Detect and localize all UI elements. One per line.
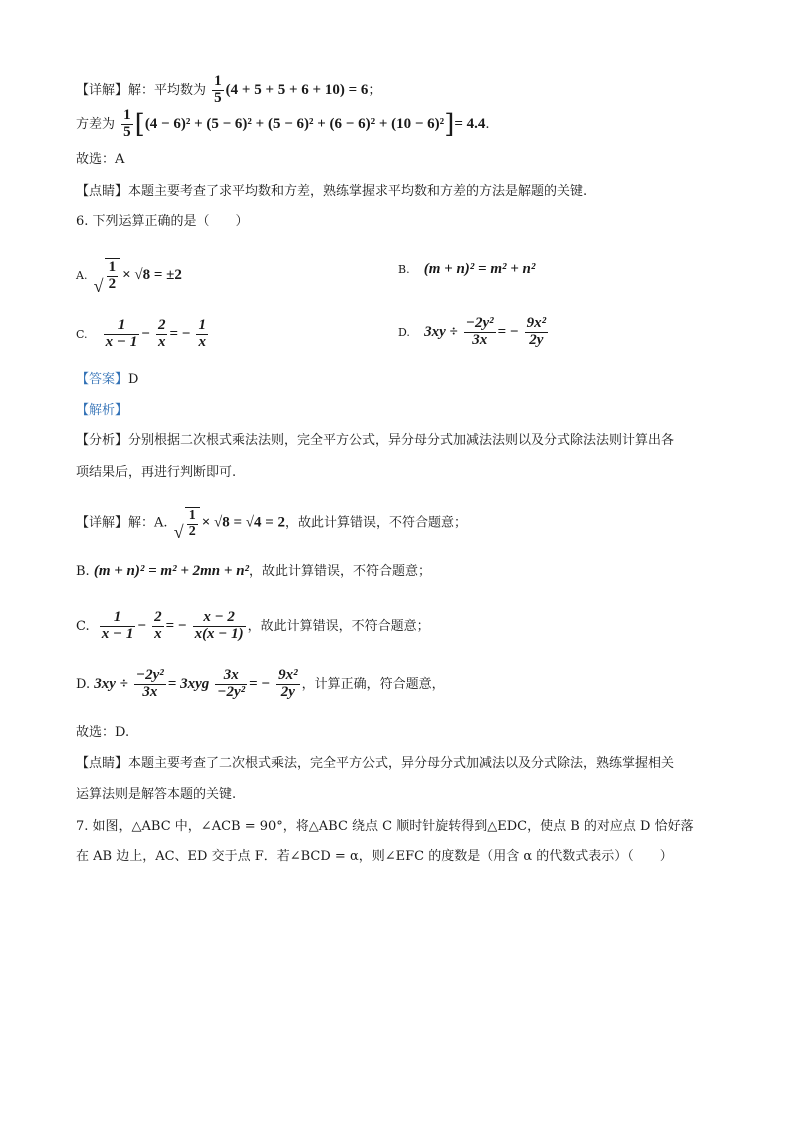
- option-a: A. √ $\frac{1}{2}$ × √8 = ±2: [76, 258, 182, 293]
- choice-line-2: 故选：D.: [76, 725, 130, 740]
- remark-line-2: 【点睛】本题主要考查了二次根式乘法，完全平方公式，异分母分式加减法以及分式除法，熟练掌握相关: [76, 756, 675, 771]
- fraction: $\frac{1}{5}$: [214, 73, 222, 106]
- answer-line: 【答案】D: [76, 372, 139, 387]
- option-b: B. (m + n)² = m² + n²: [398, 261, 536, 277]
- tag-detail: 【详解】: [76, 82, 129, 98]
- analysis-line-1: 【分析】分别根据二次根式乘法法则，完全平方公式，异分母分式加减法法则以及分式除法法则计算出各: [76, 433, 675, 448]
- option-c: C. $\frac{1}{x - 1}$ − $\frac{2}{x}$ = − $\frac{1}{x}$: [76, 317, 206, 350]
- tag-answer: 【答案】: [76, 372, 129, 387]
- question-7-line-2: 在 AB 边上，AC、ED 交于点 F．若∠BCD = α，则∠EFC 的度数是（用含 α 的代数式表示）（ ）: [76, 849, 673, 864]
- line-variance: 方差为 $\frac{1}{5}$ [(4 − 6)² + (5 − 6)² + (5 − 6)² + (6 − 6)² + (10 − 6)²]= 4.4.: [76, 107, 490, 140]
- detail-a: 【详解】解：A. √ $\frac{1}{2}$ × √8 = √4 = 2，故此计算错误，不符合题意；: [76, 507, 467, 539]
- option-d: D. 3xy ÷ $\frac{\text{−2y²}}{3x}$ = − $\frac{\text{9x²}}{2y}$: [398, 315, 547, 348]
- tag-analysis: 【解析】: [76, 403, 129, 418]
- detail-d: D. 3xy ÷ $\frac{\text{−2y²}}{3x}$ = 3xyg $\frac{3x}{\text{−2y²}}$ = − $\frac{\text{9x²}}{2y}$ ，计算正确，符合题意，: [76, 667, 445, 700]
- detail-c: C. $\frac{1}{x - 1}$ − $\frac{2}{x}$ = − $\frac{x - 2}{x(x - 1)}$ ，故此计算错误，不符合题意；: [76, 609, 430, 642]
- choice-line: 故选：A: [76, 152, 125, 167]
- detail-b: B. (m + n)² = m² + 2mn + n²，故此计算错误，不符合题意；: [76, 563, 432, 579]
- remark-line: 【点睛】本题主要考查了求平均数和方差，熟练掌握求平均数和方差的方法是解题的关键.: [76, 184, 588, 199]
- sqrt-half: √ $\frac{1}{2}$: [94, 258, 121, 293]
- fraction: $\frac{1}{5}$: [123, 107, 131, 140]
- question-7-line-1: 7. 如图，△ABC 中，∠ACB = 90°，将△ABC 绕点 C 顺时针旋转得到△EDC，使点 B 的对应点 D 恰好落: [76, 819, 694, 834]
- question-6-stem: 6. 下列运算正确的是（ ）: [76, 214, 249, 229]
- line-mean: 【详解】解：平均数为 $\frac{1}{5}$ (4 + 5 + 5 + 6 + 10) = 6；: [76, 73, 382, 106]
- analysis-line-2: 项结果后，再进行判断即可.: [76, 465, 237, 480]
- remark-line-2b: 运算法则是解答本题的关键.: [76, 787, 237, 802]
